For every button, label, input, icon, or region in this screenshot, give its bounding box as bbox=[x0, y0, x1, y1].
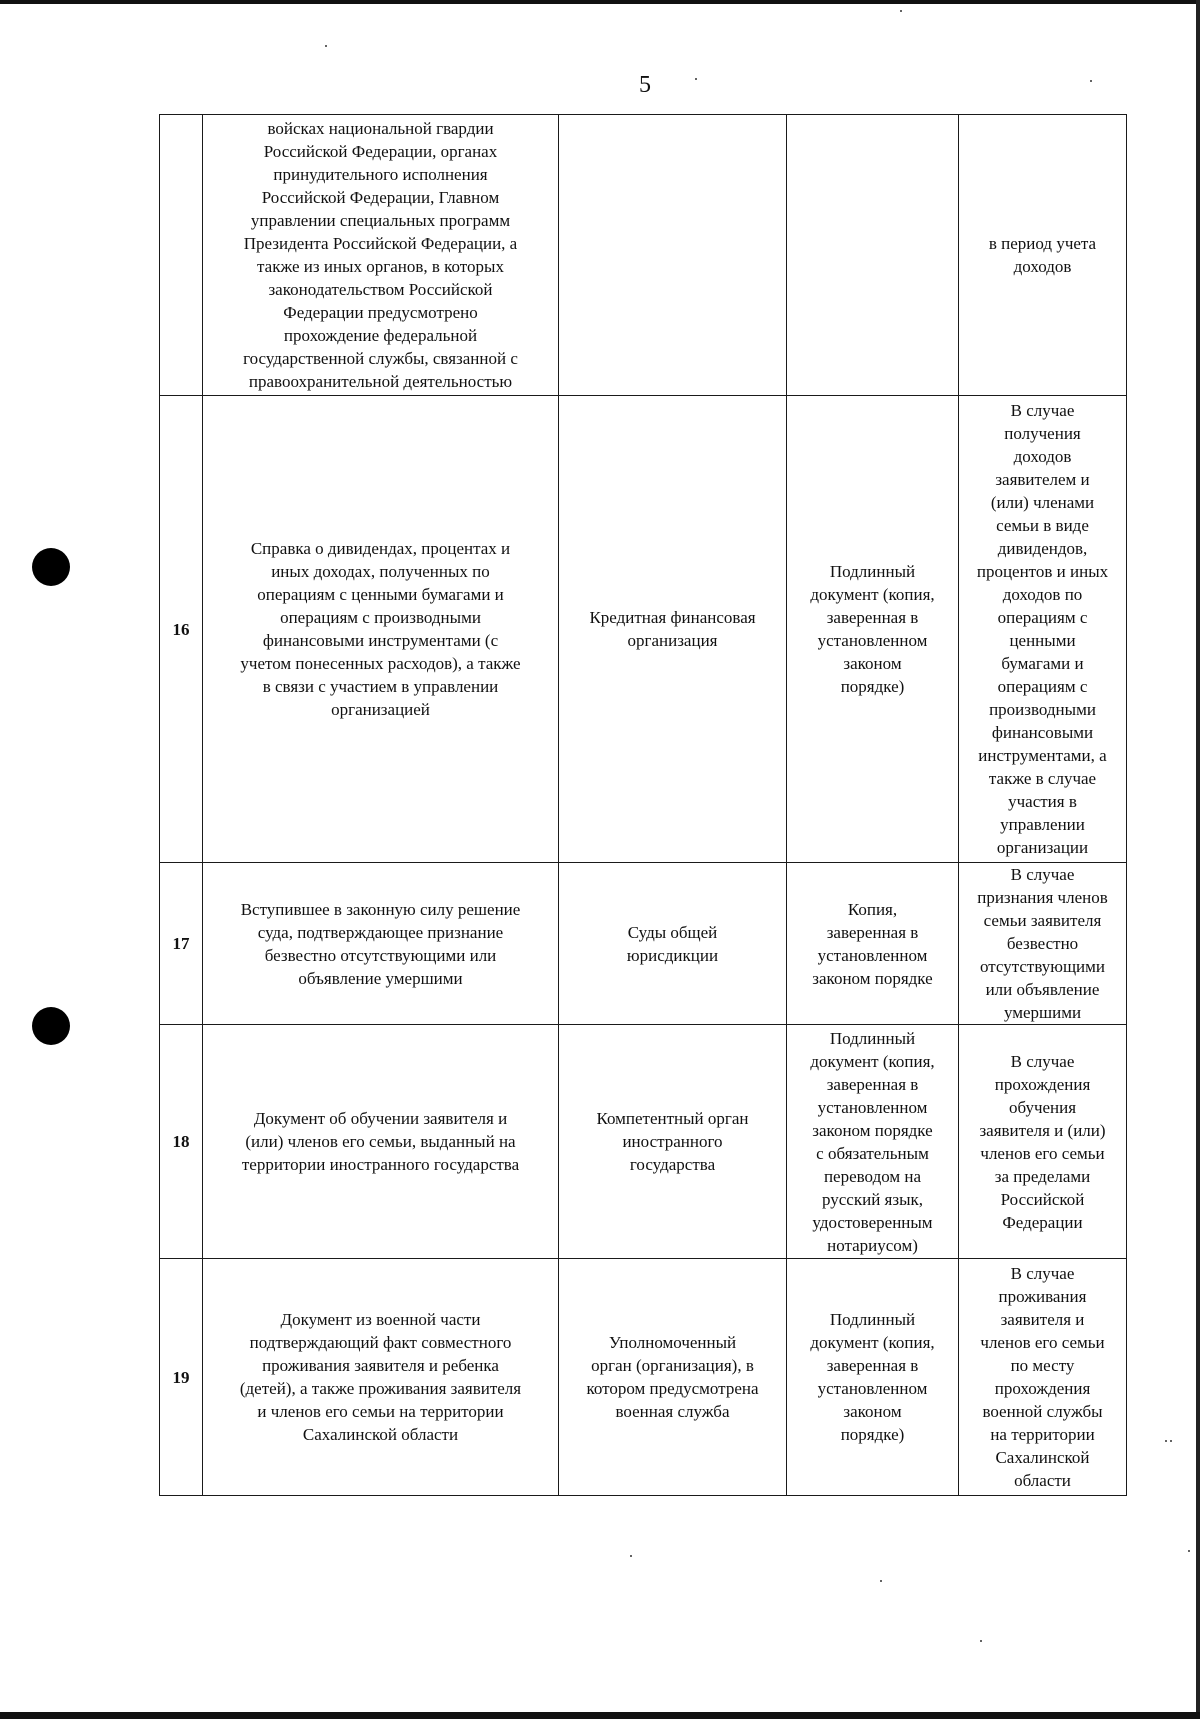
issuer-cell: Компетентный орган иностранного государства bbox=[559, 1025, 787, 1259]
issuer-cell: Суды общей юрисдикции bbox=[559, 863, 787, 1025]
document-form-cell: Копия, заверенная в установленном законом порядке bbox=[787, 863, 959, 1025]
scan-speck bbox=[1170, 1440, 1172, 1442]
table-row bbox=[160, 1259, 1127, 1496]
scan-speck bbox=[630, 1555, 632, 1557]
condition-cell: В случае получения доходов заявителем и (или) членами семьи в виде дивидендов, процентов и иных доходов по операциям с ценными бумагами и операциям с производными финансовыми инструментами, а также в случае участия в управлении организации bbox=[959, 396, 1127, 863]
issuer-cell: Кредитная финансовая организация bbox=[559, 396, 787, 863]
scan-speck bbox=[980, 1640, 982, 1642]
binder-hole-bottom bbox=[32, 1007, 70, 1045]
document-name-cell: Документ об обучении заявителя и (или) членов его семьи, выданный на территории иностранного государства bbox=[203, 1025, 559, 1259]
scan-speck bbox=[1090, 80, 1092, 82]
condition-cell: В случае признания членов семьи заявителя безвестно отсутствующими или объявление умершими bbox=[959, 863, 1127, 1025]
document-form-cell: Подлинный документ (копия, заверенная в установленном законом порядке с обязательным переводом на русский язык, удостоверенным нотариусом) bbox=[787, 1025, 959, 1259]
row-number: 16 bbox=[160, 396, 203, 863]
condition-cell: В случае прохождения обучения заявителя и (или) членов его семьи за пределами Российской Федерации bbox=[959, 1025, 1127, 1259]
document-name-cell: войсках национальной гвардии Российской Федерации, органах принудительного исполнения Российской Федерации, Главном управлении специальных программ Президента Российской Федерации, а также из иных органов, в которых законодательством Российской Федерации предусмотрено прохождение федеральной государственной службы, связанной с правоохранительной деятельностью bbox=[203, 115, 559, 396]
document-name-cell: Справка о дивидендах, процентах и иных доходах, полученных по операциям с ценными бумагами и операциям с производными финансовыми инструментами (с учетом понесенных расходов), а также в связи с участием в управлении организацией bbox=[203, 396, 559, 863]
document-name-cell: Вступившее в законную силу решение суда, подтверждающее признание безвестно отсутствующими или объявление умершими bbox=[203, 863, 559, 1025]
scan-speck bbox=[695, 78, 697, 80]
scan-top-edge bbox=[0, 0, 1200, 4]
table-row bbox=[160, 1025, 1127, 1259]
row-number bbox=[160, 115, 203, 396]
row-number: 17 bbox=[160, 863, 203, 1025]
scan-speck bbox=[900, 10, 902, 12]
document-form-cell bbox=[787, 115, 959, 396]
scan-speck bbox=[325, 45, 327, 47]
issuer-cell: Уполномоченный орган (организация), в котором предусмотрена военная служба bbox=[559, 1259, 787, 1496]
condition-cell: В случае проживания заявителя и членов его семьи по месту прохождения военной службы на территории Сахалинской области bbox=[959, 1259, 1127, 1496]
row-number: 18 bbox=[160, 1025, 203, 1259]
document-form-cell: Подлинный документ (копия, заверенная в установленном законом порядке) bbox=[787, 396, 959, 863]
scan-bottom-edge bbox=[0, 1712, 1200, 1719]
row-number: 19 bbox=[160, 1259, 203, 1496]
documents-table bbox=[159, 114, 1127, 1496]
table-row bbox=[160, 115, 1127, 396]
issuer-cell bbox=[559, 115, 787, 396]
scan-speck bbox=[1165, 1440, 1167, 1442]
page-number: 5 bbox=[639, 72, 651, 98]
scan-right-edge bbox=[1196, 0, 1200, 1719]
table-row bbox=[160, 396, 1127, 863]
document-name-cell: Документ из военной части подтверждающий факт совместного проживания заявителя и ребенка (детей), а также проживания заявителя и членов его семьи на территории Сахалинской области bbox=[203, 1259, 559, 1496]
scan-speck bbox=[880, 1580, 882, 1582]
document-form-cell: Подлинный документ (копия, заверенная в установленном законом порядке) bbox=[787, 1259, 959, 1496]
table-row bbox=[160, 863, 1127, 1025]
condition-cell: в период учета доходов bbox=[959, 115, 1127, 396]
binder-hole-top bbox=[32, 548, 70, 586]
scan-speck bbox=[1188, 1550, 1190, 1552]
